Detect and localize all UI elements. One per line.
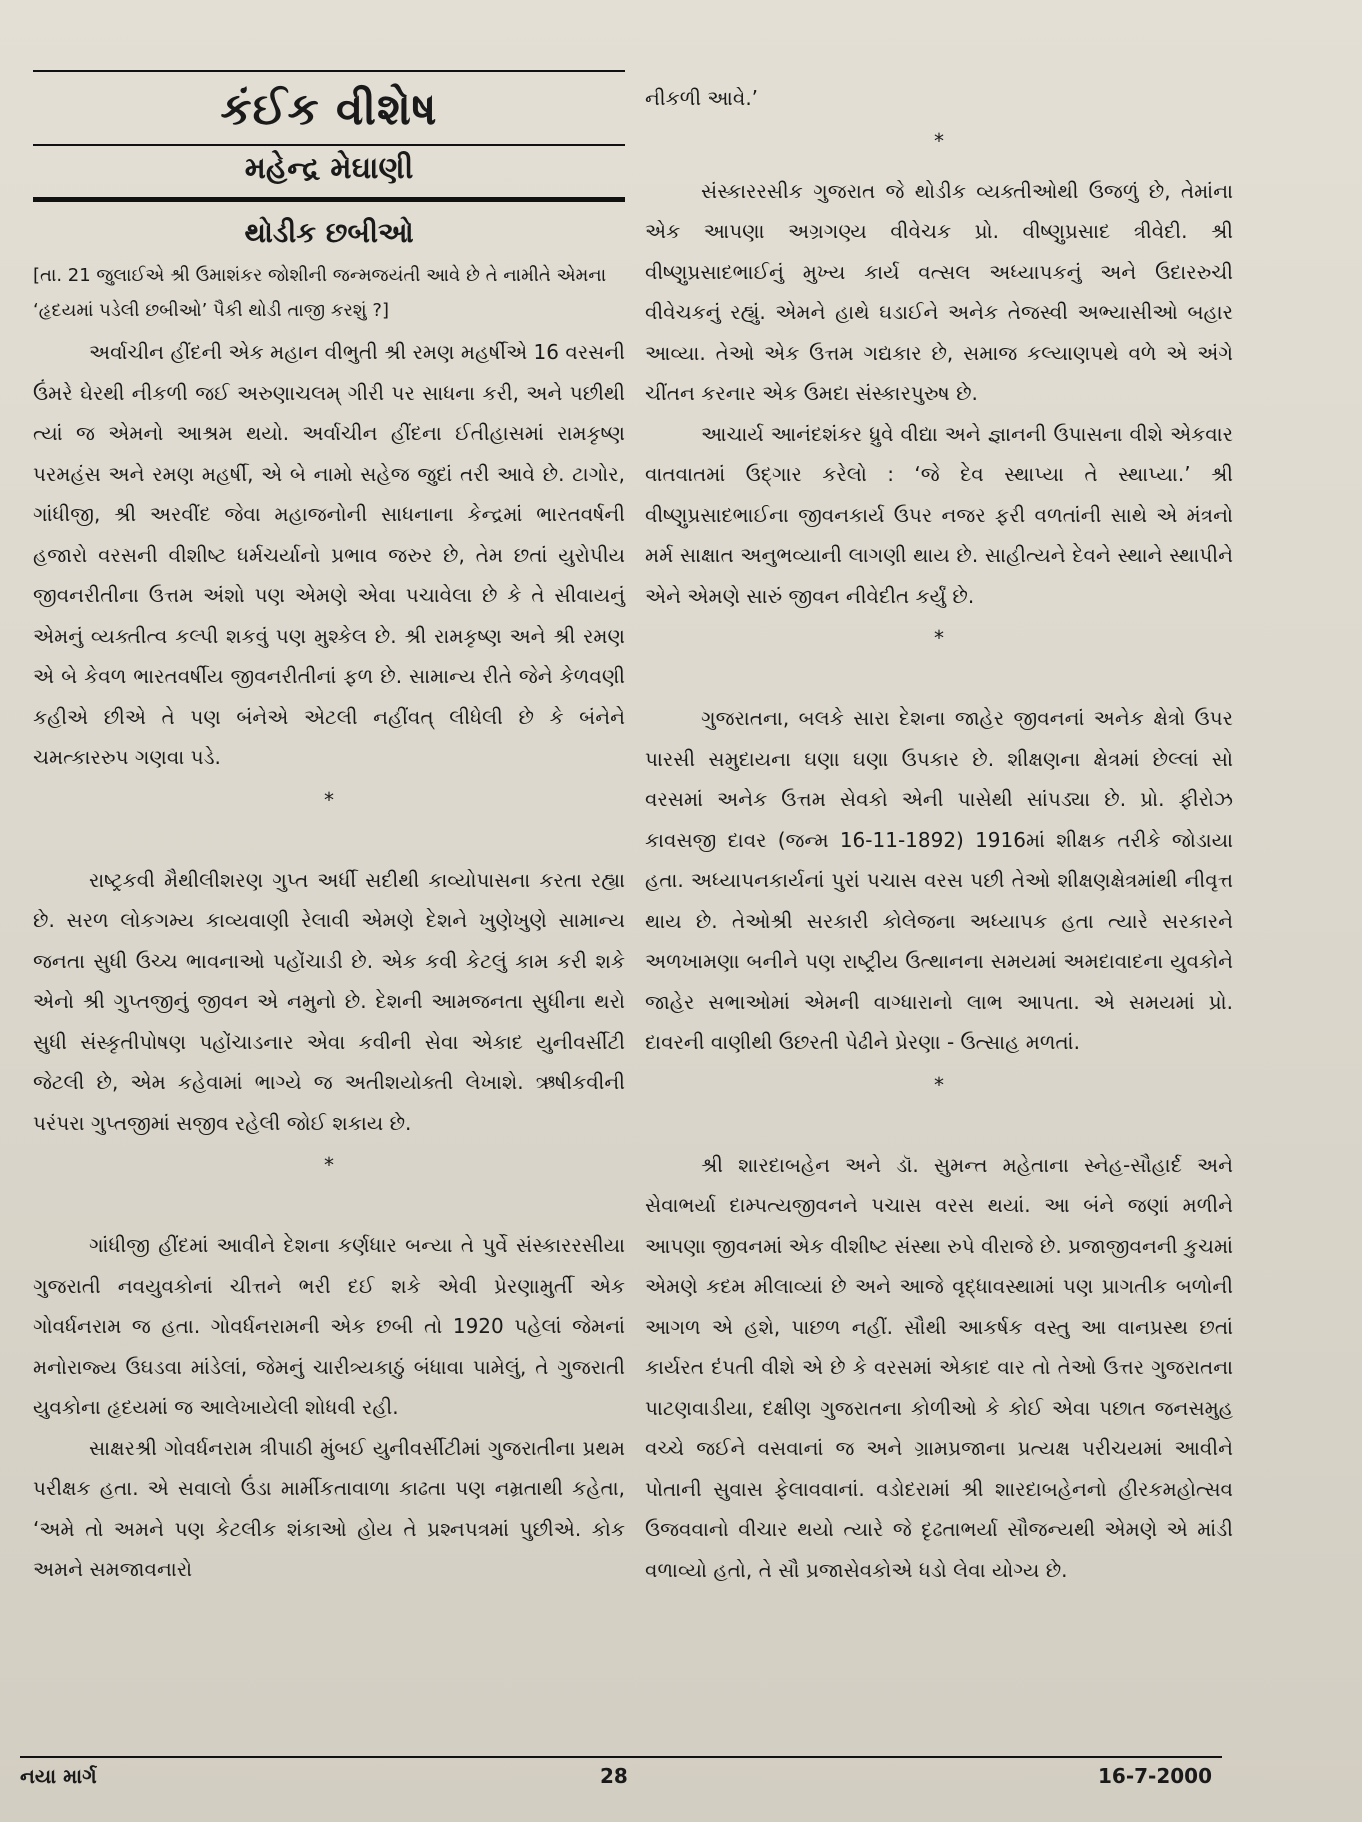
paragraph-continuation: નીકળી આવે.’ xyxy=(645,86,759,110)
author-rule xyxy=(33,197,625,202)
section-separator: * xyxy=(934,1072,944,1097)
right-column xyxy=(645,78,1233,1590)
issue-date: 16-7-2000 xyxy=(1098,1764,1213,1788)
section-separator: * xyxy=(324,1153,334,1178)
paragraph-maithilisharan-gupt: રાષ્ટ્રકવી મૈથીલીશરણ ગુપ્ત અર્ધી સદીથી કાવ્યોપાસના કરતા રહ્યા છે. સરળ લોકગમ્ય કાવ્યવાણી રેલાવી એમણે દેશને ખુણેખુણે સામાન્ય જનતા સુધી ઉચ્ચ ભાવનાઓ પહોંચાડી છે. એક કવી કેટલું કામ કરી શકે એનો શ્રી ગુપ્તજીનું જીવન એ નમુનો છે. દેશની આમજનતા સુધીના થરો સુધી સંસ્કૃતીપોષણ પહોંચાડનાર એવા કવીની સેવા એકાદ યુનીવર્સીટી જેટલી છે, એમ કહેવામાં ભાગ્યે જ અતીશયોક્તી લેખાશે. ઋષીકવીની પરંપરા ગુપ્તજીમાં સજીવ રહેલી જોઈ શકાય છે. xyxy=(33,867,625,1135)
paragraph-govardhanram: ગાંધીજી હીંદમાં આવીને દેશના કર્ણધાર બન્યા તે પુર્વે સંસ્કારરસીયા ગુજરાતી નવયુવકોનાં ચીત્તને ભરી દઈ શકે એવી પ્રેરણામુર્તી એક ગોવર્ધનરામ જ હતા. ગોવર્ધનરામની એક છબી તો 1920 પહેલાં જેમનાં મનોરાજ્ય ઉઘડવા માંડેલાં, જેમનું ચારીત્ર્યકાઠું બંધાવા પામેલું, તે ગુજરાતી યુવકોના હૃદયમાં જ આલેખાયેલી શોધવી રહી. xyxy=(33,1233,625,1420)
section-separator: * xyxy=(324,787,334,812)
heading-rule xyxy=(33,144,625,146)
author-name: મહેન્દ્ર મેઘાણી xyxy=(244,151,414,187)
paragraph-anandshankar-dhruv: આચાર્ય આનંદશંકર ધ્રુવે વીદ્યા અને જ્ઞાનની ઉપાસના વીશે એકવાર વાતવાતમાં ઉદ્ગાર કરેલો : ‘જે દેવ સ્થાપ્યા તે સ્થાપ્યા.’ શ્રી વીષ્ણુપ્રસાદભાઈના જીવનકાર્ય ઉપર નજર ફરી વળતાંની સાથે એ મંત્રનો મર્મ સાક્ષાત અનુભવ્યાની લાગણી થાય છે. સાહીત્યને દેવને સ્થાને સ્થાપીને એને એમણે સારું જીવન નીવેદીત કર્યું છે. xyxy=(645,421,1233,608)
left-column xyxy=(33,70,625,1590)
paragraph-firoz-davar: ગુજરાતના, બલકે સારા દેશના જાહેર જીવનનાં અનેક ક્ષેત્રો ઉપર પારસી સમુદાયના ઘણા ઘણા ઉપકાર છે. શીક્ષણના ક્ષેત્રમાં છેલ્લાં સો વરસમાં અનેક ઉત્તમ સેવકો એની પાસેથી સાંપડ્યા છે. પ્રો. ફીરોઝ કાવસજી દાવર (જન્મ 16-11-1892) 1916માં શીક્ષક તરીકે જોડાયા હતા. અધ્યાપનકાર્યનાં પુરાં પચાસ વરસ પછી તેઓ શીક્ષણક્ષેત્રમાંથી નીવૃત્ત થાય છે. તેઓશ્રી સરકારી કોલેજના અધ્યાપક હતા ત્યારે સરકારને અળખામણા બનીને પણ રાષ્ટ્રીય ઉત્થાનના સમયમાં અમદાવાદના યુવકોને જાહેર સભાઓમાં એમની વાગ્ધારાનો લાભ આપતા. એ સમયમાં પ્રો. દાવરની વાણીથી ઉછરતી પેઢીને પ્રેરણા - ઉત્સાહ મળતાં. xyxy=(645,706,1233,1054)
publication-name: નયા માર્ગ xyxy=(20,1764,97,1788)
top-rule xyxy=(33,70,625,72)
page-footer xyxy=(20,1756,1222,1788)
paragraph-raman-maharshi: અર્વાચીન હીંદની એક મહાન વીભુતી શ્રી રમણ મહર્ષીએ 16 વરસની ઉંમરે ઘેરથી નીકળી જઈ અરુણાચલમ્ ગીરી પર સાધના કરી, અને પછીથી ત્યાં જ એમનો આશ્રમ થયો. અર્વાચીન હીંદના ઈતીહાસમાં રામકૃષ્ણ પરમહંસ અને રમણ મહર્ષી, એ બે નામો સહેજ જુદાં તરી આવે છે. ટાગોર, ગાંધીજી, શ્રી અરવીંદ જેવા મહાજનોની સાધનાના કેન્દ્રમાં ભારતવર્ષની હજારો વરસની વીશીષ્ટ ધર્મચર્યાનો પ્રભાવ જરુર છે, તેમ છતાં યુરોપીય જીવનરીતીના ઉત્તમ અંશો પણ એમણે એવા પચાવેલા છે કે તે સીવાયનું એમનું વ્યક્તીત્વ કલ્પી શકવું પણ મુશ્કેલ છે. શ્રી રામકૃષ્ણ અને શ્રી રમણ એ બે કેવળ ભારતવર્ષીય જીવનરીતીનાં ફળ છે. સામાન્ય રીતે જેને કેળવણી કહીએ છીએ તે પણ બંનેએ એટલી નહીંવત્ લીધેલી છે કે બંનેને ચમત્કારરુપ ગણવા પડે. xyxy=(33,340,625,770)
paragraph-shardaben-mehta: શ્રી શારદાબહેન અને ડૉ. સુમન્ત મહેતાના સ્નેહ-સૌહાર્દ અને સેવાભર્યા દામ્પત્યજીવનને પચાસ વરસ થયાં. આ બંને જણાં મળીને આપણા જીવનમાં એક વીશીષ્ટ સંસ્થા રુપે વીરાજે છે. પ્રજાજીવનની કુચમાં એમણે કદમ મીલાવ્યાં છે અને આજે વૃદ્ધાવસ્થામાં પણ પ્રાગતીક બળોની આગળ એ હશે, પાછળ નહીં. સૌથી આકર્ષક વસ્તુ આ વાનપ્રસ્થ છતાં કાર્યરત દંપતી વીશે એ છે કે વરસમાં એકાદ વાર તો તેઓ ઉત્તર ગુજરાતના પાટણવાડીયા, દક્ષીણ ગુજરાતના કોળીઓ કે કોઈ એવા પછાત જનસમુહ વચ્ચે જઈને વસવાનાં જ અને ગ્રામપ્રજાના પ્રત્યક્ષ પરીચયમાં આવીને પોતાની સુવાસ ફેલાવવાનાં. વડોદરામાં શ્રી શારદાબહેનનો હીરકમહોત્સવ ઉજવવાનો વીચાર થયો ત્યારે જે દૃઢતાભર્યા સૌજન્યથી એમણે એ માંડી વળાવ્યો હતો, તે સૌ પ્રજાસેવકોએ ધડો લેવા યોગ્ય છે. xyxy=(645,1152,1233,1582)
page-number: 28 xyxy=(600,1764,628,1788)
paragraph-govardhanram-examiner: સાક્ષરશ્રી ગોવર્ધનરામ ત્રીપાઠી મુંબઈ યુનીવર્સીટીમાં ગુજરાતીના પ્રથમ પરીક્ષક હતા. એ સવાલો ઉંડા માર્મીકતાવાળા કાઢતા પણ નમ્રતાથી કહેતા, ‘અમે તો અમને પણ કેટલીક શંકાઓ હોય તે પ્રશ્નપત્રમાં પુછીએ. કોક અમને સમજાવનારો xyxy=(33,1435,625,1582)
intro-note: [તા. 21 જુલાઈએ શ્રી ઉમાશંકર જોશીની જન્મજયંતી આવે છે તે નામીતે એમના ‘હૃદયમાં પડેલી છબીઓ’ પૈકી થોડી તાજી કરશું ?] xyxy=(33,265,607,322)
section-separator: * xyxy=(934,626,944,650)
article-title: થોડીક છબીઓ xyxy=(244,216,414,250)
column-heading: કંઈક વીશેષ xyxy=(220,84,438,135)
section-separator: * xyxy=(934,128,944,153)
paragraph-vishnuprasad-trivedi: સંસ્કારરસીક ગુજરાત જે થોડીક વ્યક્તીઓથી ઉજળું છે, તેમાંના એક આપણા અગ્રગણ્ય વીવેચક પ્રો. વીષ્ણુપ્રસાદ ત્રીવેદી. શ્રી વીષ્ણુપ્રસાદભાઈનું મુખ્ય કાર્ય વત્સલ અધ્યાપકનું અને ઉદારરુચી વીવેચકનું રહ્યું. એમને હાથે ઘડાઈને અનેક તેજસ્વી અભ્યાસીઓ બહાર આવ્યા. તેઓ એક ઉત્તમ ગદ્યકાર છે, સમાજ કલ્યાણપથે વળે એ અંગે ચીંતન કરનાર એક ઉમદા સંસ્કારપુરુષ છે. xyxy=(645,178,1233,405)
